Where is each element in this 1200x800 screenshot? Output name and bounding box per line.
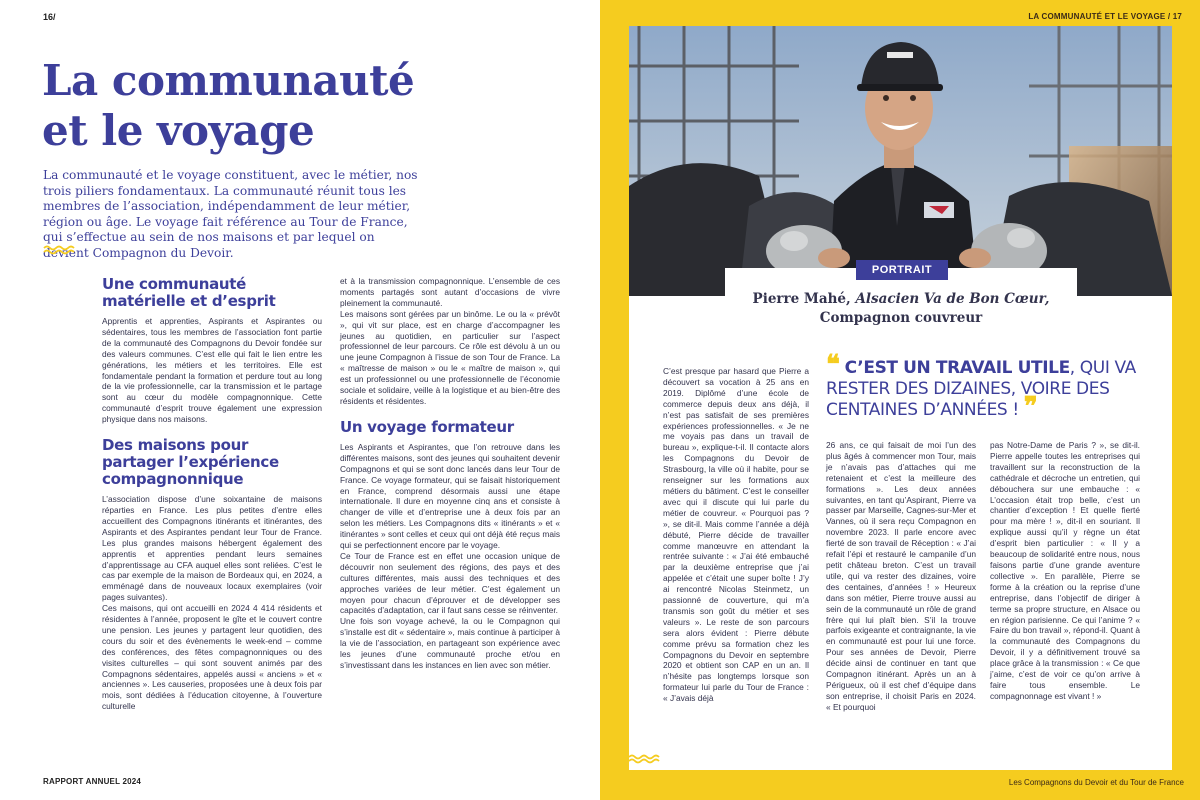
- article-column-3: pas Notre-Dame de Paris ? », se dit-il. Pierre appelle toutes les entreprises qui travaillent sur la reconstruction de la cathédrale et décroche un entretien, qui débouchera sur une embauche : « L’occasion était trop belle, c’est un chantier d’exception ! Et quelle fierté pour ma mère ! », dit-il en souriant. Il explique aussi qu’il y règne un état d’esprit bien particulier : « Il y a beaucoup de solidarité entre nous, nous faisons partie d’une grande aventure collective ». En parallèle, Pierre se forme à la création ou la reprise d’une entreprise, dans l’objectif de diriger à terme sa propre structure, en Alsace ou en région parisienne. Ce qui l’anime ? « Faire du bon travail », répond-il. Quant à la communauté des Compagnons du Devoir, il y a définitivement trouvé sa place grâce à la transmission : « Ce que j’aime, c’est de voir ce qu’on arrive à faire tous ensemble. Le compagnonnage est vivant ! »: [990, 440, 1140, 701]
- houses-continued-2: Les maisons sont gérées par un binôme. Le ou la « prévôt », qui vit sur place, est en charge d’accompagner les jeunes au quotidien, en particulier sur l’aspect professionnel de leur parcours. Ce rôle est dévolu à un ou une jeune Compagnon à l’issue de son Tour de France. La « maîtresse de maison » ou le « maître de maison », qui est un professionnel ou une professionnelle de l’économie sociale et solidaire, veille à la logistique et au bien-être des résidents et résidentes.: [340, 308, 560, 406]
- portrait-name-italic: Alsacien Va de Bon Cœur,: [855, 291, 1050, 307]
- squiggle-decoration-right-icon: [628, 754, 662, 764]
- quote-emphasis: C’EST UN TRAVAIL UTILE: [844, 358, 1070, 378]
- section-text-houses-1: L’association dispose d’une soixantaine de maisons réparties en France. Les plus petites d’entre elles accueillent des Compagnons itinérants et itinérantes, des Aspirants et des Aspirantes pendant leur Tour de France. Les plus grandes maisons hébergent également des apprentis et apprenties pendant leurs semaines d’apprentissage au CFA auquel elles sont reliées. C’est le cas par exemple de la maison de Bordeaux qui, en 2024, a emménagé dans de nouveaux locaux exemplaires (voir pages suivantes).: [102, 494, 322, 603]
- portrait-name: [725, 290, 1077, 328]
- footer-organization: Les Compagnons du Devoir et du Tour de France: [1008, 778, 1184, 787]
- section-text-community: Apprentis et apprenties, Aspirants et Aspirantes ou sédentaires, tous les membres de l’association font partie de la communauté des Compagnons du Devoir fondée sur des valeurs communes. C’est elle qui fait le lien entre les générations, les métiers et les territoires. Elle est fondamentale pendant la formation et perdure tout au long de la vie professionnelle, car la transmission et le partage sont au cœur du modèle compagnonnique. Cette communauté d’esprit trouve également une expression physique dans nos maisons.: [102, 316, 322, 425]
- quote-close-icon: ❞: [1023, 392, 1038, 422]
- page-number-left: 16/: [43, 12, 56, 22]
- section-text-journey-1: Les Aspirants et Aspirantes, que l’on retrouve dans les différentes maisons, sont des jeunes qui souhaitent devenir Compagnons et qui se sont donc lancés dans leur Tour de France. Ce voyage formateur, qui se faisait historiquement en France, comprend désormais aussi une étape internationale. Il dure en moyenne cinq ans et consiste à changer de ville et d’entreprise une à deux fois par an selon les métiers. Les Compagnons dits « itinérants » et « itinérantes » sont celles et ceux qui ont déjà été reçus mais qui se perfectionnent encore par le voyage.: [340, 441, 560, 551]
- portrait-photo-illustration: [629, 26, 1172, 296]
- title-line-2: et le voyage: [42, 106, 315, 155]
- running-head: [1028, 12, 1182, 21]
- column-left-a: [102, 276, 322, 712]
- intro-paragraph: La communauté et le voyage constituent, avec le métier, nos trois piliers fondamentaux. La communauté réunit tous les membres de l’association, indépendamment de leur métier, région ou âge. Le voyage fait référence au Tour de France, qui s’effectue au sein de nos maisons et par lequel on devient Compagnon du Devoir.: [43, 168, 418, 260]
- portrait-badge: PORTRAIT: [856, 260, 948, 280]
- section-heading-journey: Un voyage formateur: [340, 417, 514, 436]
- quote-rest: , QUI VA RESTER DES DIZAINES, VOIRE DES CENTAINES D’ANNÉES !: [826, 358, 1136, 420]
- column-left-b: [340, 276, 560, 671]
- houses-continued-1: et à la transmission compagnonnique. L’ensemble de ces moments partagés sont autant d’occasions de vivre pleinement la communauté.: [340, 276, 560, 308]
- section-text-journey-3: Une fois son voyage achevé, la ou le Compagnon qui s’installe est dit « sédentaire », mais continue à participer à la vie de l’association, en partageant son expérience avec les jeunes d’une communauté proche et/ou en s’investissant dans les instances en lien avec son métier.: [340, 616, 560, 670]
- portrait-role: Compagnon couvreur: [819, 310, 983, 326]
- section-text-houses-2: Ces maisons, qui ont accueilli en 2024 4 414 résidents et résidentes à l’année, proposent le gîte et le couvert contre une pension. Les jeunes y partagent leur quotidien, des cours du soir et des évènements le week-end – comme des conférences, des fêtes compagnonniques ou des visites culturelles – qui sont souvent animés par des Compagnons sédentaires, appelés aussi « anciens » et « anciennes ». Les causeries, proposées une à deux fois par mois, sont dédiées à l’éducation citoyenne, à l’ouverture culturelle: [102, 603, 322, 712]
- pull-quote: [826, 350, 1156, 422]
- portrait-photo: [629, 26, 1172, 296]
- quote-open-icon: ❝: [826, 350, 840, 380]
- section-text-journey-2: Ce Tour de France est en effet une occasion unique de découvrir non seulement des régions, des pays et des cultures différentes, mais aussi des techniques et des approches variées de leur métier. C’est également un moyen pour chacun d’éprouver et de développer ses capacités d’adaptation, car il faut sans cesse se réinventer.: [340, 550, 560, 616]
- page-number-right: / 17: [1167, 12, 1182, 21]
- portrait-name-plain: Pierre Mahé,: [752, 291, 856, 307]
- running-head-title: LA COMMUNAUTÉ ET LE VOYAGE: [1028, 12, 1166, 21]
- article-column-2: 26 ans, ce qui faisait de moi l’un des plus âgés à commencer mon Tour, mais je n’avais pas d’attaches qui me retenaient et c’est la meilleure des formations ». Les deux années suivantes, en tant qu’Aspirant, Pierre va passer par Marseille, Cagnes-sur-Mer et Vannes, où il sera reçu Compagnon en novembre 2023. Il parle encore avec fierté de son travail de Réception : « J’ai refait l’épi et restauré le campanile d’un petit château breton. C’est un travail utile, qui va rester des dizaines, voire des centaines, d’années ! » Heureux dans son métier, Pierre trouve aussi au sein de la communauté un rôle de grand frère qui lui plaît bien. S’il la trouve parfois exigeante et contraignante, la vie en communauté est pour lui une force. Pour ses années de Devoir, Pierre décide ainsi de continuer en tant que Compagnon itinérant. Après un an à Périgueux, où il est chef d’équipe dans son entreprise, il choisit Paris en 2024. « Et pourquoi: [826, 440, 976, 712]
- title-line-1: La communauté: [42, 56, 415, 105]
- squiggle-decoration-icon: [43, 245, 77, 255]
- section-heading-houses: Des maisons pour partager l’expérience compagnonnique: [102, 436, 279, 489]
- section-heading-community: Une communauté matérielle et d’esprit: [102, 275, 276, 310]
- footer-report-label: RAPPORT ANNUEL 2024: [43, 777, 142, 786]
- page-title: [42, 56, 442, 156]
- article-column-1: C’est presque par hasard que Pierre a découvert sa vocation à 25 ans en 2019. Diplômé d’une école de commerce depuis deux ans déjà, il n’est pas satisfait de ses premières expériences professionnelles. « Je ne me voyais pas dans un travail de bureau », explique-t-il. Il contacte alors les Compagnons du Devoir de Strasbourg, la ville où il habite, pour se renseigner sur les formations aux métiers du bâtiment. C’est le conseiller avec qui il discute qui lui parle du métier de couvreur. « Pourquoi pas ? », se dit-il. Mais comme l’année a déjà débuté, Pierre décide de travailler comme manœuvre en attendant la rentrée suivante : « J’ai été embauché par la deuxième entreprise que j’ai appelée et c’était une super boîte ! J’y ai rencontré Nicolas Steinmetz, un passionné de couverture, qui m’a transmis son goût du métier et ses valeurs ». Le reste de son parcours sera alors évident : Pierre débute comme prévu sa formation chez les Compagnons du Devoir en septembre 2020 et obtient son CAP en un an. Il n’hésite pas longtemps lorsque son formateur lui parle du Tour de France : « J’avais déjà: [663, 366, 809, 704]
